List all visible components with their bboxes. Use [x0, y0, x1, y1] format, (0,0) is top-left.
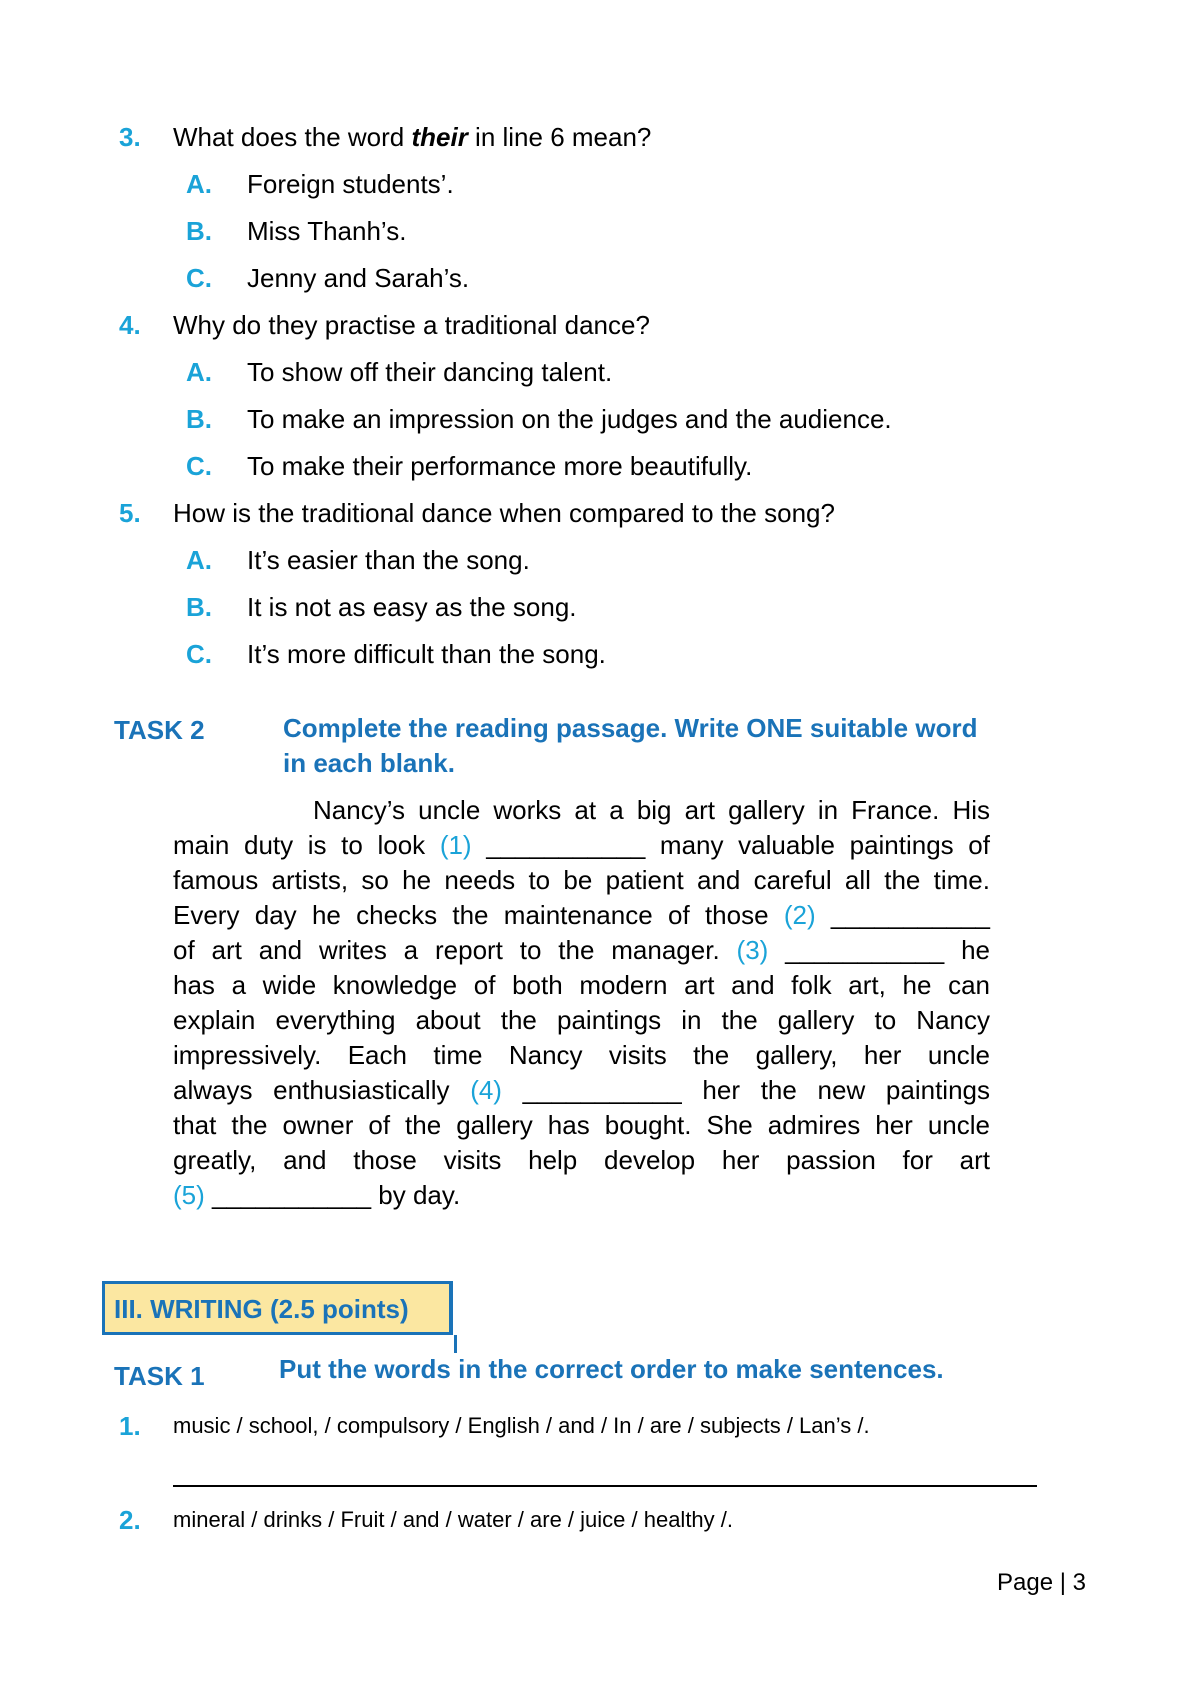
- passage-text: ___________ by day.: [204, 1180, 461, 1210]
- question-text: What does the word their in line 6 mean?: [173, 122, 652, 152]
- blank-number: (3): [736, 935, 769, 965]
- passage-line: [173, 863, 990, 898]
- passage-line: [173, 898, 990, 933]
- passage-text: ___________ he: [768, 935, 990, 965]
- reading-passage: [173, 793, 990, 1213]
- blank-number: (1): [439, 830, 472, 860]
- passage-line: [173, 933, 990, 968]
- option-text: To show off their dancing talent.: [247, 357, 613, 387]
- writing-item-1: [119, 1411, 1019, 1441]
- option-text: It is not as easy as the song.: [247, 592, 577, 622]
- passage-text: famous artists, so he needs to be patient and careful all the time.: [173, 865, 990, 895]
- writing-task-1-label: TASK 1: [114, 1361, 205, 1391]
- option-letter: B.: [186, 404, 212, 434]
- item-number: 2.: [119, 1505, 141, 1535]
- option-letter: A.: [186, 545, 212, 575]
- option-5a[interactable]: [186, 545, 986, 575]
- passage-text: ___________: [815, 900, 990, 930]
- question-number: 3.: [119, 122, 141, 152]
- writing-section-heading: [102, 1281, 453, 1335]
- item-prompt: music / school, / compulsory / English / and / In / are / subjects / Lan’s /.: [173, 1413, 870, 1438]
- option-text: It’s more difficult than the song.: [247, 639, 606, 669]
- passage-text: main duty is to look: [173, 830, 440, 860]
- passage-text: Nancy’s uncle works at a big art gallery in France. His: [313, 795, 990, 825]
- task-2-instruction-line1: Complete the reading passage. Write ONE suitable word: [283, 713, 978, 743]
- option-4b[interactable]: [186, 404, 986, 434]
- writing-heading-text: III. WRITING (2.5 points): [114, 1294, 409, 1324]
- heading-divider: [454, 1335, 457, 1353]
- task-2-label: TASK 2: [114, 715, 205, 745]
- option-3a[interactable]: [186, 169, 886, 199]
- passage-text: greatly, and those visits help develop her passion for art: [173, 1145, 990, 1175]
- blank-number: (5): [173, 1180, 205, 1210]
- passage-text: of art and writes a report to the manager.: [173, 935, 737, 965]
- passage-line: [173, 1073, 990, 1108]
- option-letter: B.: [186, 216, 212, 246]
- passage-text: impressively. Each time Nancy visits the gallery, her uncle: [173, 1040, 990, 1070]
- passage-text: explain everything about the paintings in the gallery to Nancy: [173, 1005, 990, 1035]
- option-3b[interactable]: [186, 216, 886, 246]
- task-2-instruction-line2: in each blank.: [283, 748, 455, 778]
- passage-text: ___________ many valuable paintings of: [471, 830, 990, 860]
- question-text: Why do they practise a traditional dance?: [173, 310, 650, 340]
- question-4: [119, 310, 919, 340]
- option-letter: A.: [186, 169, 212, 199]
- item-number: 1.: [119, 1411, 141, 1441]
- writing-task-1-instruction: Put the words in the correct order to make sentences.: [279, 1354, 944, 1384]
- option-text: Jenny and Sarah’s.: [247, 263, 470, 293]
- option-5b[interactable]: [186, 592, 986, 622]
- option-text: Foreign students’.: [247, 169, 454, 199]
- option-text: It’s easier than the song.: [247, 545, 530, 575]
- passage-line: [173, 1143, 990, 1178]
- passage-text: has a wide knowledge of both modern art and folk art, he can: [173, 970, 990, 1000]
- passage-line: [173, 1178, 990, 1213]
- page-number: Page | 3: [997, 1569, 1086, 1596]
- option-3c[interactable]: [186, 263, 886, 293]
- writing-item-2: [119, 1505, 1019, 1535]
- option-letter: C.: [186, 451, 212, 481]
- blank-number: (4): [470, 1075, 502, 1105]
- option-letter: A.: [186, 357, 212, 387]
- passage-line: [173, 968, 990, 1003]
- passage-line: [173, 828, 990, 863]
- emphasized-word: their: [411, 122, 468, 152]
- option-4c[interactable]: [186, 451, 986, 481]
- item-prompt: mineral / drinks / Fruit / and / water / are / juice / healthy /.: [173, 1507, 734, 1532]
- option-letter: B.: [186, 592, 212, 622]
- question-3: [119, 122, 819, 152]
- option-letter: C.: [186, 639, 212, 669]
- passage-text: ___________ her the new paintings: [501, 1075, 991, 1105]
- option-text: To make their performance more beautifully.: [247, 451, 753, 481]
- blank-number: (2): [783, 900, 816, 930]
- question-5: [119, 498, 919, 528]
- passage-text: Every day he checks the maintenance of those: [173, 900, 784, 930]
- passage-text: always enthusiastically: [173, 1075, 471, 1105]
- question-number: 4.: [119, 310, 141, 340]
- option-letter: C.: [186, 263, 212, 293]
- passage-line: [173, 1038, 990, 1073]
- passage-line: [173, 1108, 990, 1143]
- passage-line: [173, 793, 990, 828]
- option-5c[interactable]: [186, 639, 986, 669]
- option-4a[interactable]: [186, 357, 986, 387]
- passage-line: [173, 1003, 990, 1038]
- option-text: To make an impression on the judges and the audience.: [247, 404, 892, 434]
- question-number: 5.: [119, 498, 141, 528]
- passage-text: that the owner of the gallery has bought. She admires her uncle: [173, 1110, 990, 1140]
- option-text: Miss Thanh’s.: [247, 216, 407, 246]
- question-text: How is the traditional dance when compared to the song?: [173, 498, 835, 528]
- answer-line-1[interactable]: [173, 1485, 1037, 1487]
